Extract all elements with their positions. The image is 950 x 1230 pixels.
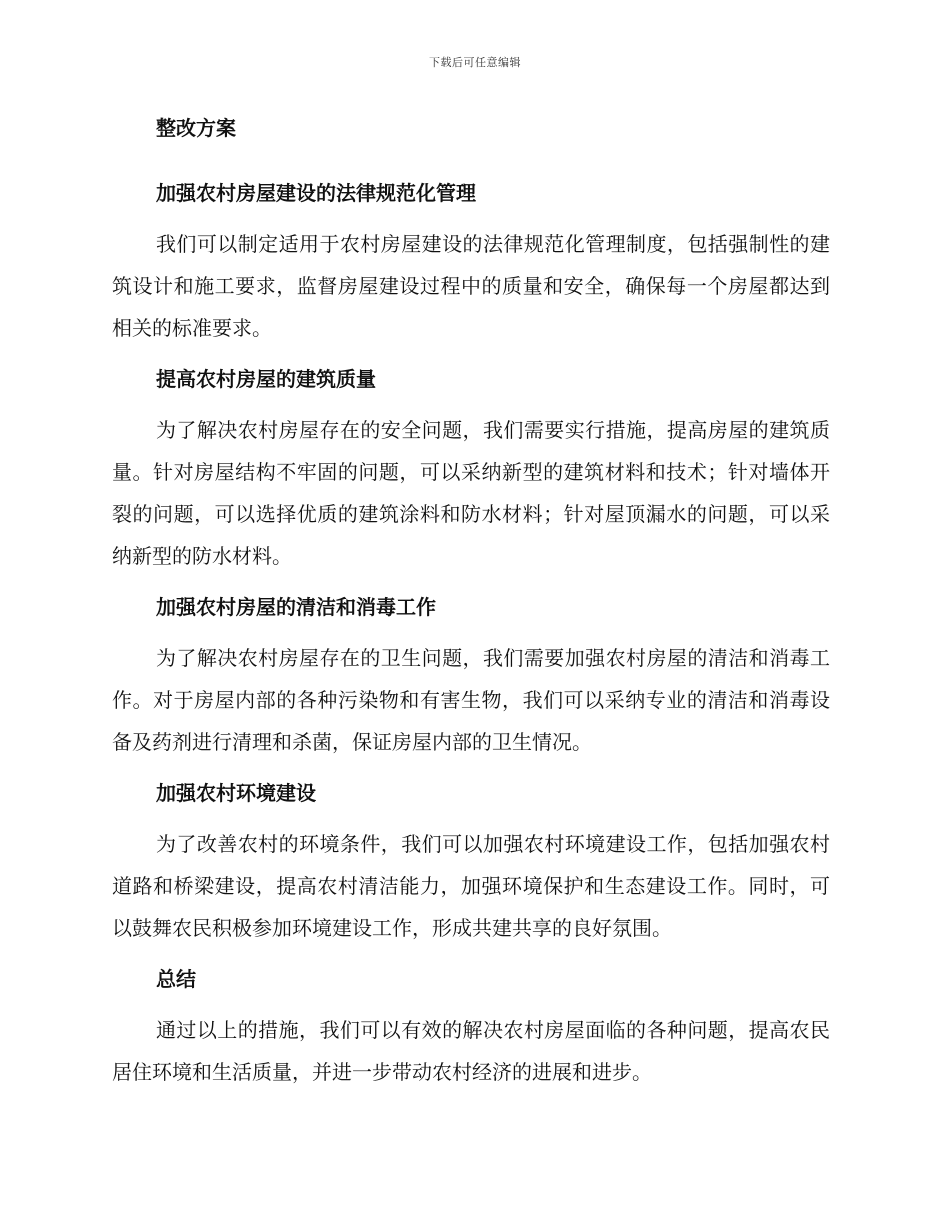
section-paragraph: 我们可以制定适用于农村房屋建设的法律规范化管理制度，包括强制性的建筑设计和施工要求，监督房屋建设过程中的质量和安全，确保每一个房屋都达到相关的标准要求。 [112,232,830,340]
document-body [112,110,830,1093]
section-paragraph: 为了解决农村房屋存在的安全问题，我们需要实行措施，提高房屋的建筑质量。针对房屋结构不牢固的问题，可以采纳新型的建筑材料和技术；针对墙体开裂的问题，可以选择优质的建筑涂料和防水材料；针对屋顶漏水的问题，可以采纳新型的防水材料。 [112,418,830,568]
section-heading: 加强农村环境建设 [156,781,316,805]
document-title: 整改方案 [156,116,236,140]
section-paragraph: 通过以上的措施，我们可以有效的解决农村房屋面临的各种问题，提高农民居住环境和生活质量，并进一步带动农村经济的进展和进步。 [112,1018,830,1084]
section-heading: 加强农村房屋建设的法律规范化管理 [156,181,476,205]
page-header-note: 下载后可任意编辑 [429,56,521,69]
section-heading: 提高农村房屋的建筑质量 [156,367,376,391]
section-paragraph: 为了解决农村房屋存在的卫生问题，我们需要加强农村房屋的清洁和消毒工作。对于房屋内部的各种污染物和有害生物，我们可以采纳专业的清洁和消毒设备及药剂进行清理和杀菌，保证房屋内部的卫生情况。 [112,646,830,754]
section-paragraph: 为了改善农村的环境条件，我们可以加强农村环境建设工作，包括加强农村道路和桥梁建设，提高农村清洁能力，加强环境保护和生态建设工作。同时，可以鼓舞农民积极参加环境建设工作，形成共建共享的良好氛围。 [112,832,830,940]
section-heading: 加强农村房屋的清洁和消毒工作 [156,595,436,619]
section-heading: 总结 [156,967,196,991]
